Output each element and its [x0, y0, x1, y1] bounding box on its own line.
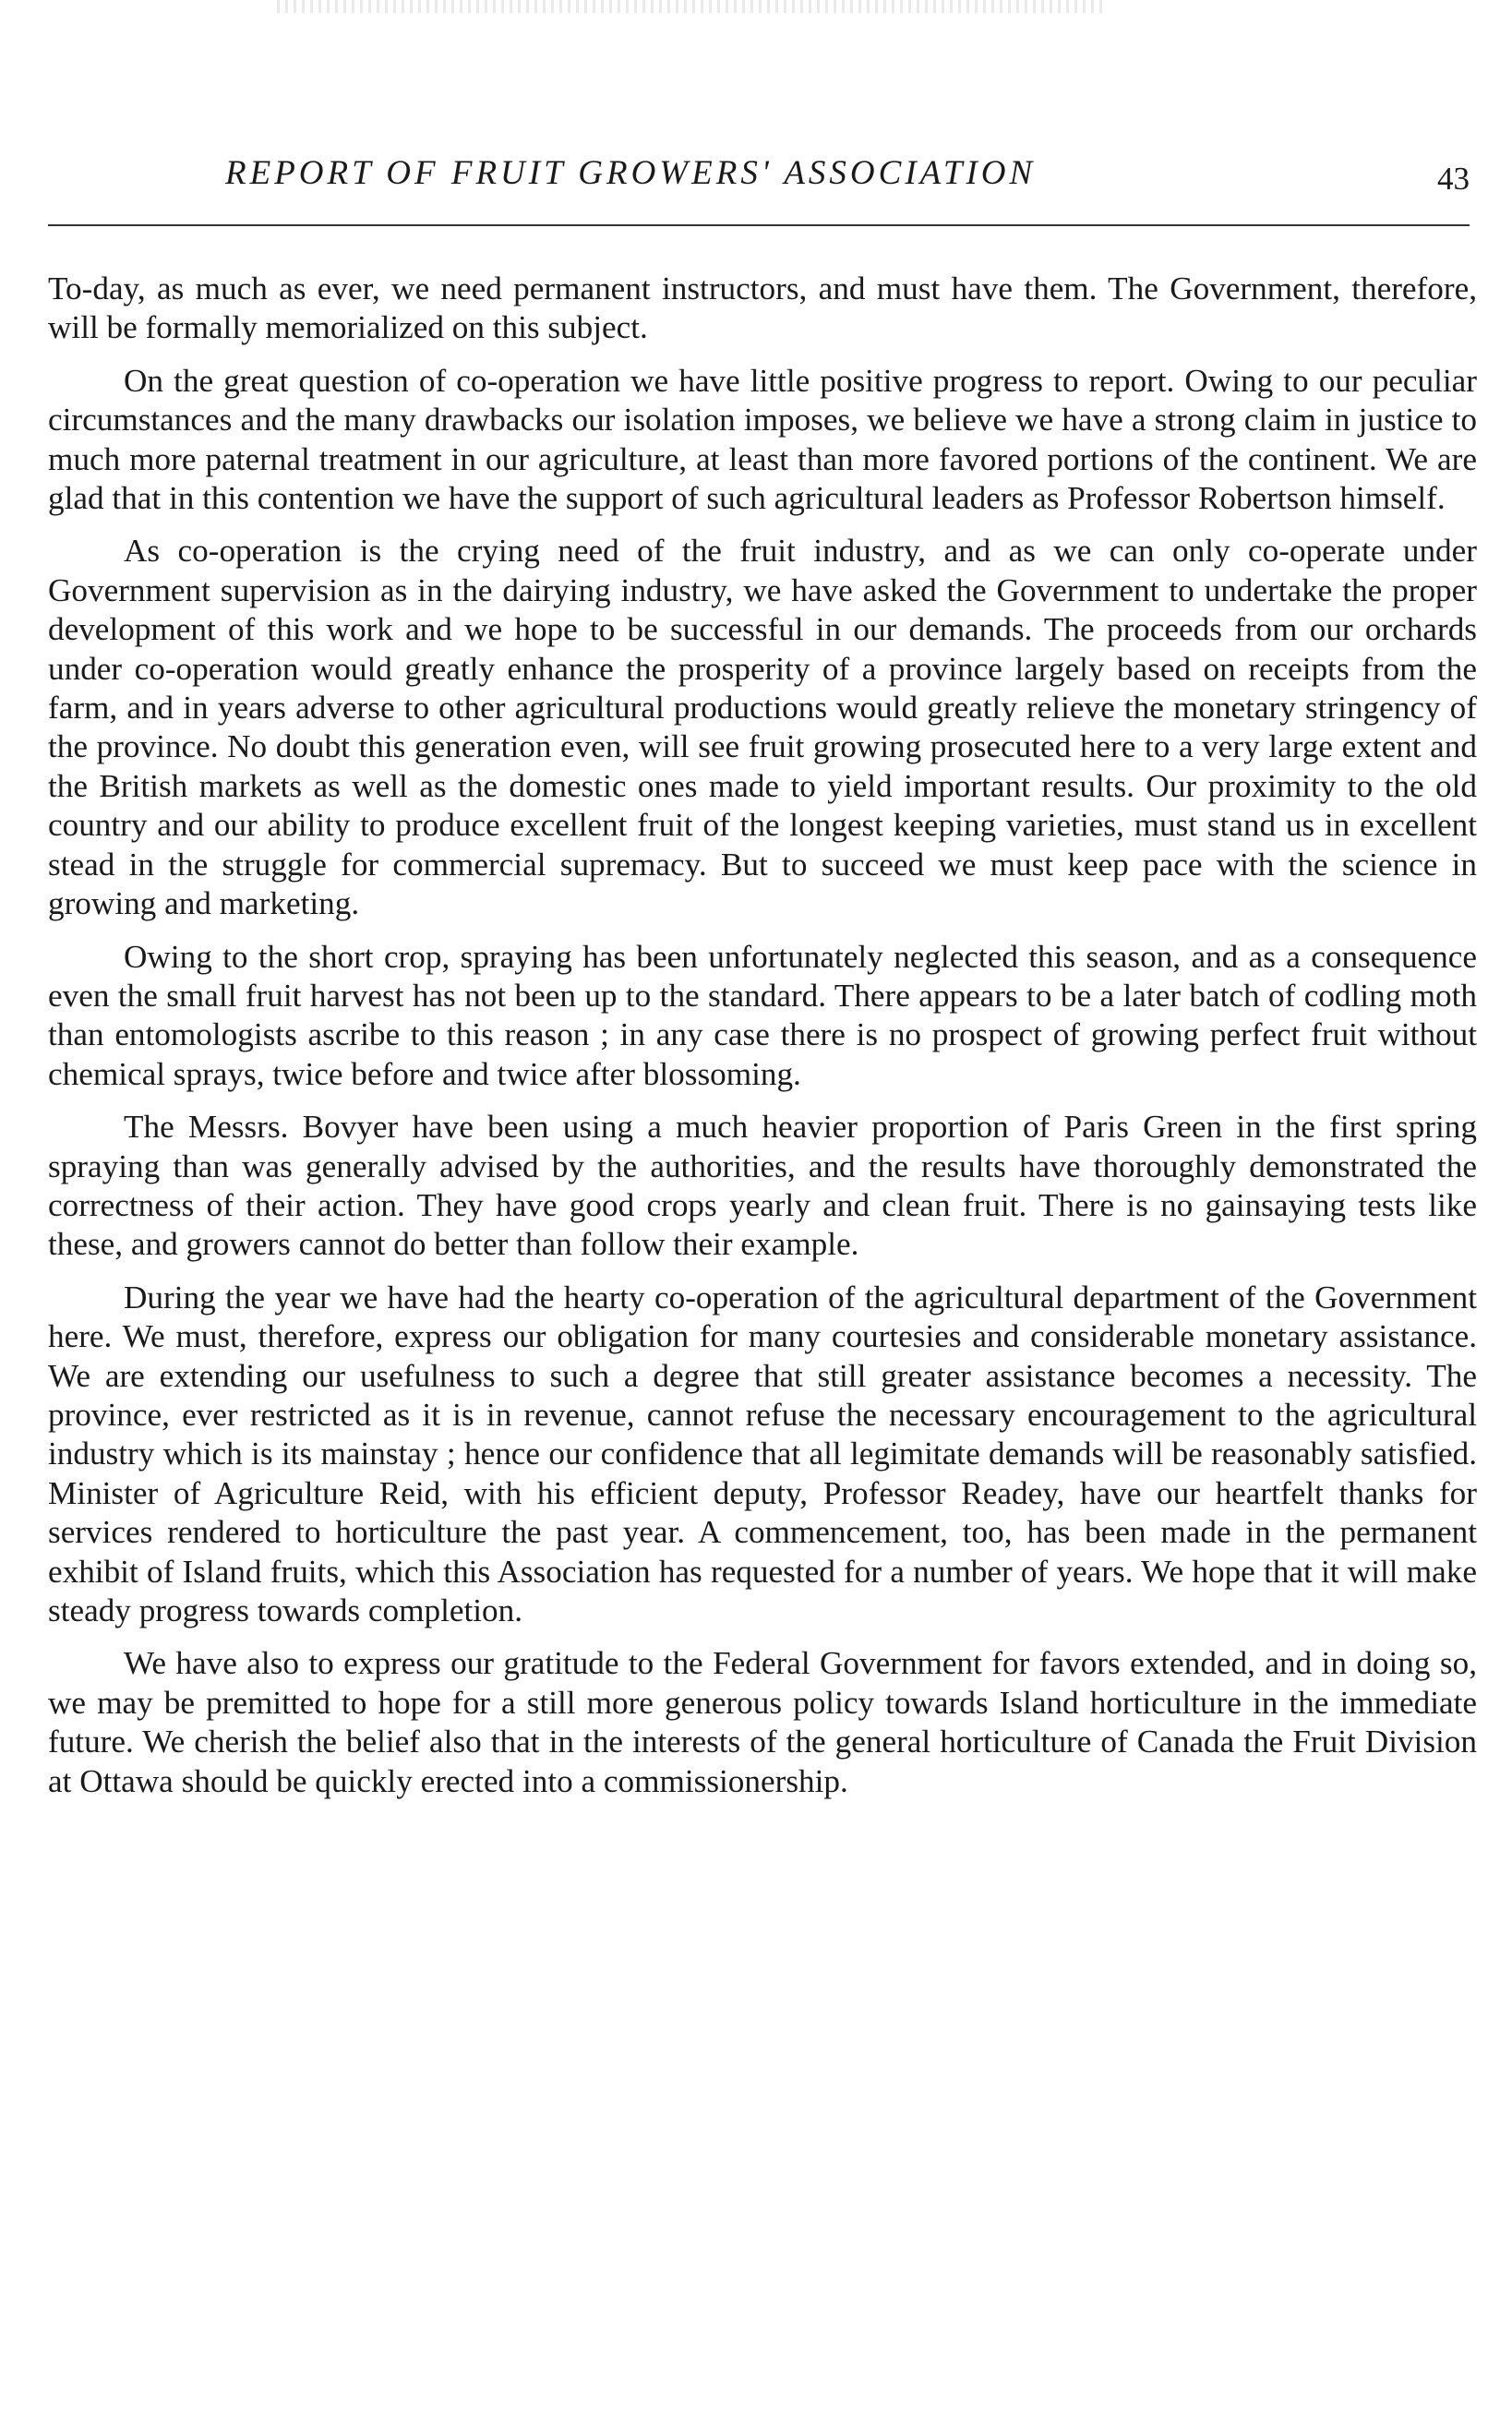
paragraph: As co-operation is the crying need of the fruit industry, and as we can only co-operate under Government supervision as in the dairying industry, we have asked the Government to undertake the proper development of this work and we hope to be successful in our demands. The proceeds from our orchards under co-operation would greatly enhance the prosperity of a province largely based on receipts from the farm, and in years adverse to other agricultural productions would greatly relieve the monetary stringency of the province. No doubt this generation even, will see fruit growing prosecuted here to a very large extent and the British markets as well as the domestic ones made to yield important results. Our proximity to the old country and our ability to produce excellent fruit of the longest keeping varieties, must stand us in excellent stead in the struggle for commercial supremacy. But to succeed we must keep pace with the science in growing and marketing. [48, 533, 1477, 922]
paragraph: Owing to the short crop, spraying has been unfortunately neglected this season, and as a consequence even the small fruit harvest has not been up to the standard. There appears to be a later batch of codling moth than entomologists ascribe to this reason ; in any case there is no prospect of growing perfect fruit without chemical sprays, twice before and twice after blossoming. [48, 938, 1477, 1092]
paragraph: The Messrs. Bovyer have been using a much heavier proportion of Paris Green in the first spring spraying than was generally advised by the authorities, and the results have thoroughly demonstrated the correctness of their action. They have good crops yearly and clean fruit. There is no gainsaying tests like these, and growers cannot do better than follow their example. [48, 1109, 1477, 1263]
running-title: REPORT OF FRUIT GROWERS' ASSOCIATION [225, 154, 1037, 192]
paragraph: During the year we have had the hearty co-operation of the agricultural department of the Government here. We must, therefore, express our obligation for many courtesies and considerable monetary assistance. We are extending our usefulness to such a degree that still greater assistance becomes a necessity. The province, ever restricted as it is in revenue, cannot refuse the necessary encouragement to the agricultural industry which is its mainstay ; hence our confidence that all legimitate demands will be reasonably satisfied. Minister of Agriculture Reid, with his efficient deputy, Professor Readey, have our heartfelt thanks for services rendered to horticulture the past year. A commencement, too, has been made in the permanent exhibit of Island fruits, which this Association has requested for a number of years. We hope that it will make steady progress towards completion. [48, 1279, 1477, 1628]
body-text [48, 270, 1477, 1815]
paragraph: To-day, as much as ever, we need permanent instructors, and must have them. The Government, therefore, will be formally memorialized on this subject. [48, 270, 1477, 346]
header-rule [48, 224, 1470, 226]
page-header [48, 140, 1470, 196]
scan-artifact [277, 0, 1108, 13]
paragraph: We have also to express our gratitude to the Federal Government for favors extended, and in doing so, we may be premitted to hope for a still more generous policy towards Island horticulture in the immediate future. We cherish the belief also that in the interests of the general horticulture of Canada the Fruit Division at Ottawa should be quickly erected into a commissionership. [48, 1645, 1477, 1799]
page-number: 43 [1437, 161, 1470, 197]
paragraph: On the great question of co-operation we have little positive progress to report. Owing to our peculiar circumstances and the many drawbacks our isolation imposes, we believe we have a strong claim in justice to much more paternal treatment in our agriculture, at least than more favored portions of the continent. We are glad that in this contention we have the support of such agricultural leaders as Professor Robertson himself. [48, 362, 1477, 517]
